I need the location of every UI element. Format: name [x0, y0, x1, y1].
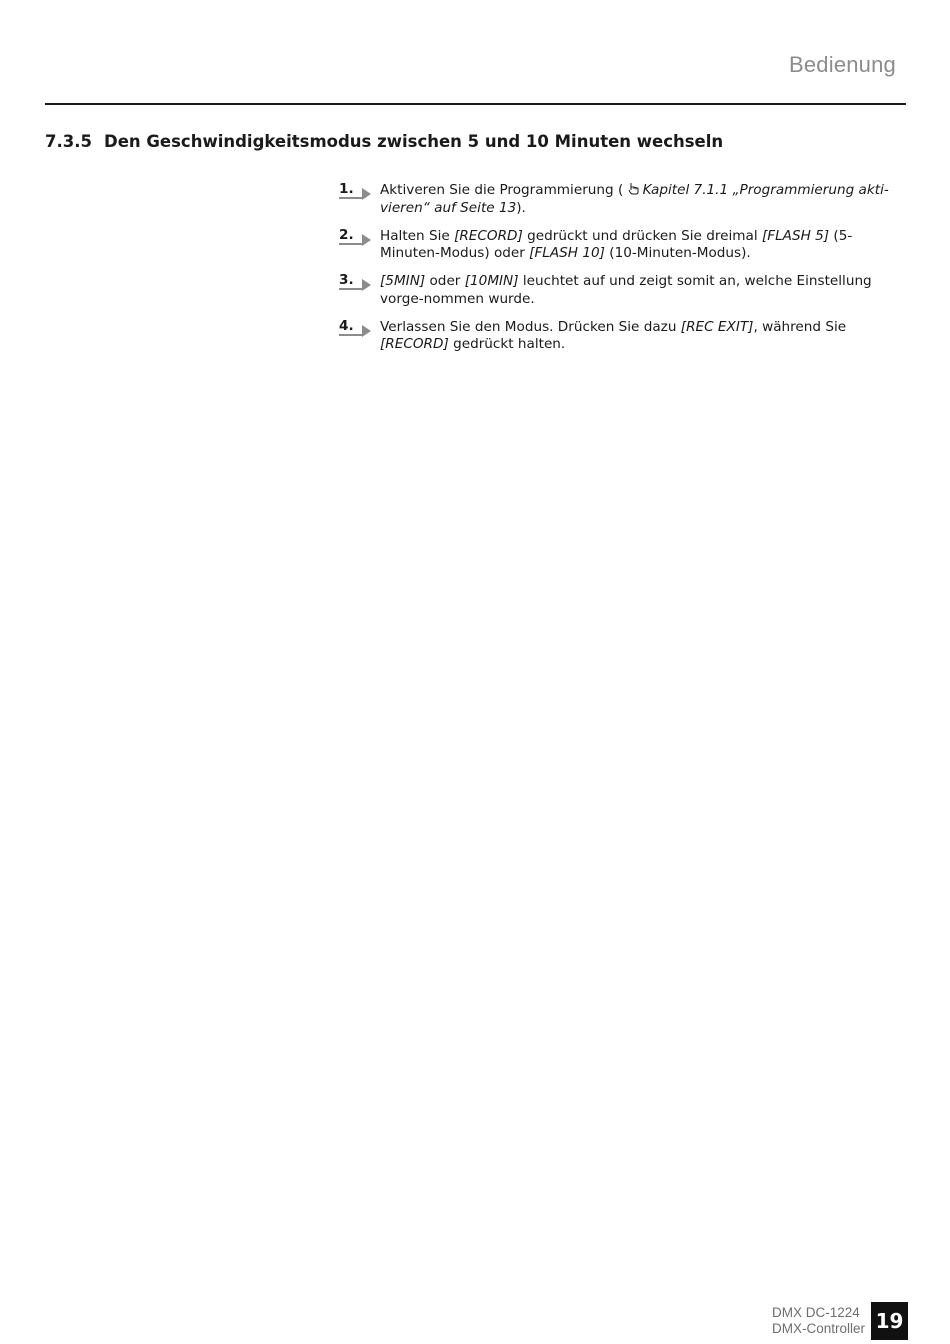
step-emphasis[interactable]: [FLASH 10]	[529, 245, 605, 261]
step-emphasis[interactable]: [5MIN]	[380, 273, 426, 289]
step-marker	[339, 228, 373, 246]
step-text	[380, 319, 846, 353]
step-text-segment: Aktiveren Sie die Programmierung (	[380, 182, 628, 198]
step-text-segment: gedrückt und drücken Sie dreimal	[522, 227, 762, 244]
arrow-right-icon	[362, 234, 371, 246]
step-number: 3.	[339, 272, 354, 288]
section-title: Den Geschwindigkeitsmodus zwischen 5 und 10 Minuten wechseln	[104, 132, 724, 151]
section-heading	[45, 132, 723, 151]
step-item	[339, 228, 909, 263]
step-emphasis[interactable]: [REC EXIT]	[680, 318, 754, 335]
step-text	[380, 228, 852, 262]
step-marker	[339, 319, 373, 337]
step-emphasis[interactable]: Kapitel 7.1.1 „Programmierung akti-vieren“ auf Seite 13	[380, 182, 889, 216]
step-marker	[339, 182, 373, 200]
step-emphasis[interactable]: [FLASH 5]	[761, 227, 830, 244]
step-emphasis[interactable]: [RECORD]	[454, 227, 523, 244]
step-text-segment: Halten Sie	[380, 227, 455, 244]
step-text-segment: oder	[425, 273, 465, 289]
arrow-right-icon	[362, 279, 371, 291]
step-text	[380, 273, 872, 307]
step-text-segment: (5-Minuten-Modus) oder	[380, 227, 853, 261]
pointing-hand-icon	[628, 182, 641, 195]
footer-product-info	[772, 1305, 865, 1336]
step-underline	[339, 243, 363, 245]
step-number: 1.	[339, 181, 354, 197]
step-underline	[339, 334, 363, 336]
header-rule	[45, 103, 906, 105]
arrow-right-icon	[362, 188, 371, 200]
step-text-segment: gedrückt halten.	[448, 336, 566, 352]
step-emphasis[interactable]: [10MIN]	[464, 273, 519, 289]
step-text-segment: , während Sie	[753, 318, 847, 335]
step-number: 2.	[339, 226, 354, 243]
footer-model: DMX DC-1224	[771, 1305, 860, 1320]
step-marker	[339, 273, 373, 291]
step-emphasis[interactable]: [RECORD]	[380, 336, 449, 352]
step-text-segment: ).	[516, 199, 526, 216]
step-text-segment: Verlassen Sie den Modus. Drücken Sie dazu	[380, 318, 681, 335]
arrow-right-icon	[362, 325, 371, 337]
step-number: 4.	[339, 317, 354, 334]
step-item	[339, 182, 909, 217]
section-number: 7.3.5	[45, 132, 92, 151]
step-text	[380, 182, 889, 216]
step-list	[339, 182, 909, 364]
running-header: Bedienung	[788, 52, 896, 77]
step-text-segment: leuchtet auf und zeigt somit an, welche Einstellung vorge-nommen wurde.	[380, 273, 872, 307]
step-item	[339, 319, 909, 354]
step-text-segment: (10-Minuten-Modus).	[604, 245, 751, 261]
page-number: 19	[871, 1302, 908, 1340]
step-item	[339, 273, 909, 308]
step-underline	[339, 288, 363, 290]
footer-product: DMX-Controller	[771, 1320, 865, 1336]
step-underline	[339, 197, 363, 199]
